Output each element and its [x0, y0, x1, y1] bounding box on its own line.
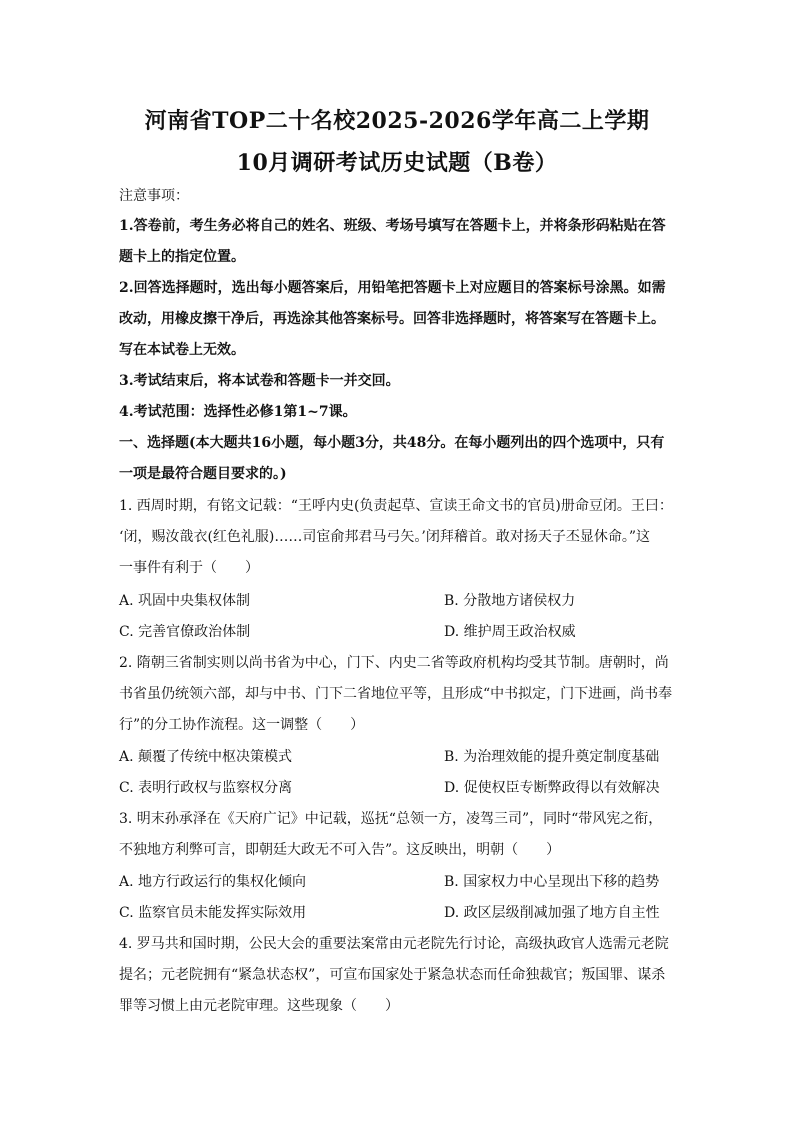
question-1-option-b: B. 分散地方诸侯权力	[444, 593, 576, 609]
notice-line: 1.答卷前，考生务必将自己的姓名、班级、考场号填写在答题卡上，并将条形码粘贴在答	[119, 218, 666, 234]
question-2-option-b: B. 为治理效能的提升奠定制度基础	[444, 749, 660, 765]
notice-line: 4.考试范围：选择性必修1第1~7课。	[119, 404, 357, 420]
question-3-option-a: A. 地方行政运行的集权化倾向	[119, 874, 307, 890]
section-heading: 一、选择题(本大题共16小题，每小题3分，共48分。在每小题列出的四个选项中，只有	[119, 435, 665, 451]
question-2-option-c: C. 表明行政权与监察权分离	[119, 780, 293, 796]
notice-line: 2.回答选择题时，选出每小题答案后，用铅笔把答题卡上对应题目的答案标号涂黑。如需	[119, 280, 666, 296]
question-2-option-a: A. 颠覆了传统中枢决策模式	[119, 749, 293, 765]
question-2-stem: 行”的分工协作流程。这一调整（ ）	[119, 717, 365, 733]
question-2-stem: 书省虽仍统领六部，却与中书、门下二省地位平等，且形成“中书拟定，门下进画，尚书奉	[119, 686, 673, 702]
question-1-option-c: C. 完善官僚政治体制	[119, 624, 251, 640]
question-1-stem: 1. 西周时期，有铭文记载：“王呼内史(负责起草、宣读王命文书的官员)册命豆闭。王曰：	[119, 498, 673, 514]
question-3-option-d: D. 政区层级削减加强了地方自主性	[444, 905, 660, 921]
question-1-stem: 一事件有利于（ ）	[119, 560, 259, 576]
question-3-stem: 3. 明末孙承泽在《天府广记》中记载，巡抚“总领一方，凌驾三司”，同时“带风宪之衔，	[119, 811, 663, 827]
question-3-option-b: B. 国家权力中心呈现出下移的趋势	[444, 874, 660, 890]
question-2-option-d: D. 促使权臣专断弊政得以有效解决	[444, 780, 660, 796]
question-4-stem: 4. 罗马共和国时期，公民大会的重要法案常由元老院先行讨论，高级执政官人选需元老院	[119, 936, 669, 952]
exam-title-line2: 10月调研考试历史试题（B卷）	[236, 150, 558, 176]
notice-heading: 注意事项：	[119, 188, 189, 204]
question-1-option-a: A. 巩固中央集权体制	[119, 593, 251, 609]
notice-line: 题卡上的指定位置。	[119, 249, 245, 265]
question-1-stem: ‘闭，赐汝戠衣(红色礼服)……司宦俞邦君马弓矢。’闭拜稽首。敢对扬天子丕显休命。”这	[119, 529, 650, 545]
notice-line: 写在本试卷上无效。	[119, 342, 245, 358]
question-3-option-c: C. 监察官员未能发挥实际效用	[119, 905, 307, 921]
question-4-stem: 提名；元老院拥有“紧急状态权”，可宣布国家处于紧急状态而任命独裁官；叛国罪、谋杀	[119, 967, 666, 983]
question-1-option-d: D. 维护周王政治权威	[444, 624, 576, 640]
section-heading: 一项是最符合题目要求的。)	[119, 466, 287, 482]
notice-line: 改动，用橡皮擦干净后，再选涂其他答案标号。回答非选择题时，将答案写在答题卡上。	[119, 311, 665, 327]
question-3-stem: 不独地方利弊可言，即朝廷大政无不可入告”。这反映出，明朝（ ）	[119, 842, 561, 858]
notice-line: 3.考试结束后，将本试卷和答题卡一并交回。	[119, 373, 400, 389]
question-2-stem: 2. 隋朝三省制实则以尚书省为中心，门下、内史二省等政府机构均受其节制。唐朝时，尚	[119, 655, 669, 671]
question-4-stem: 罪等习惯上由元老院审理。这些现象（ ）	[119, 998, 399, 1014]
exam-title-line1: 河南省TOP二十名校2025-2026学年高二上学期	[144, 108, 650, 134]
